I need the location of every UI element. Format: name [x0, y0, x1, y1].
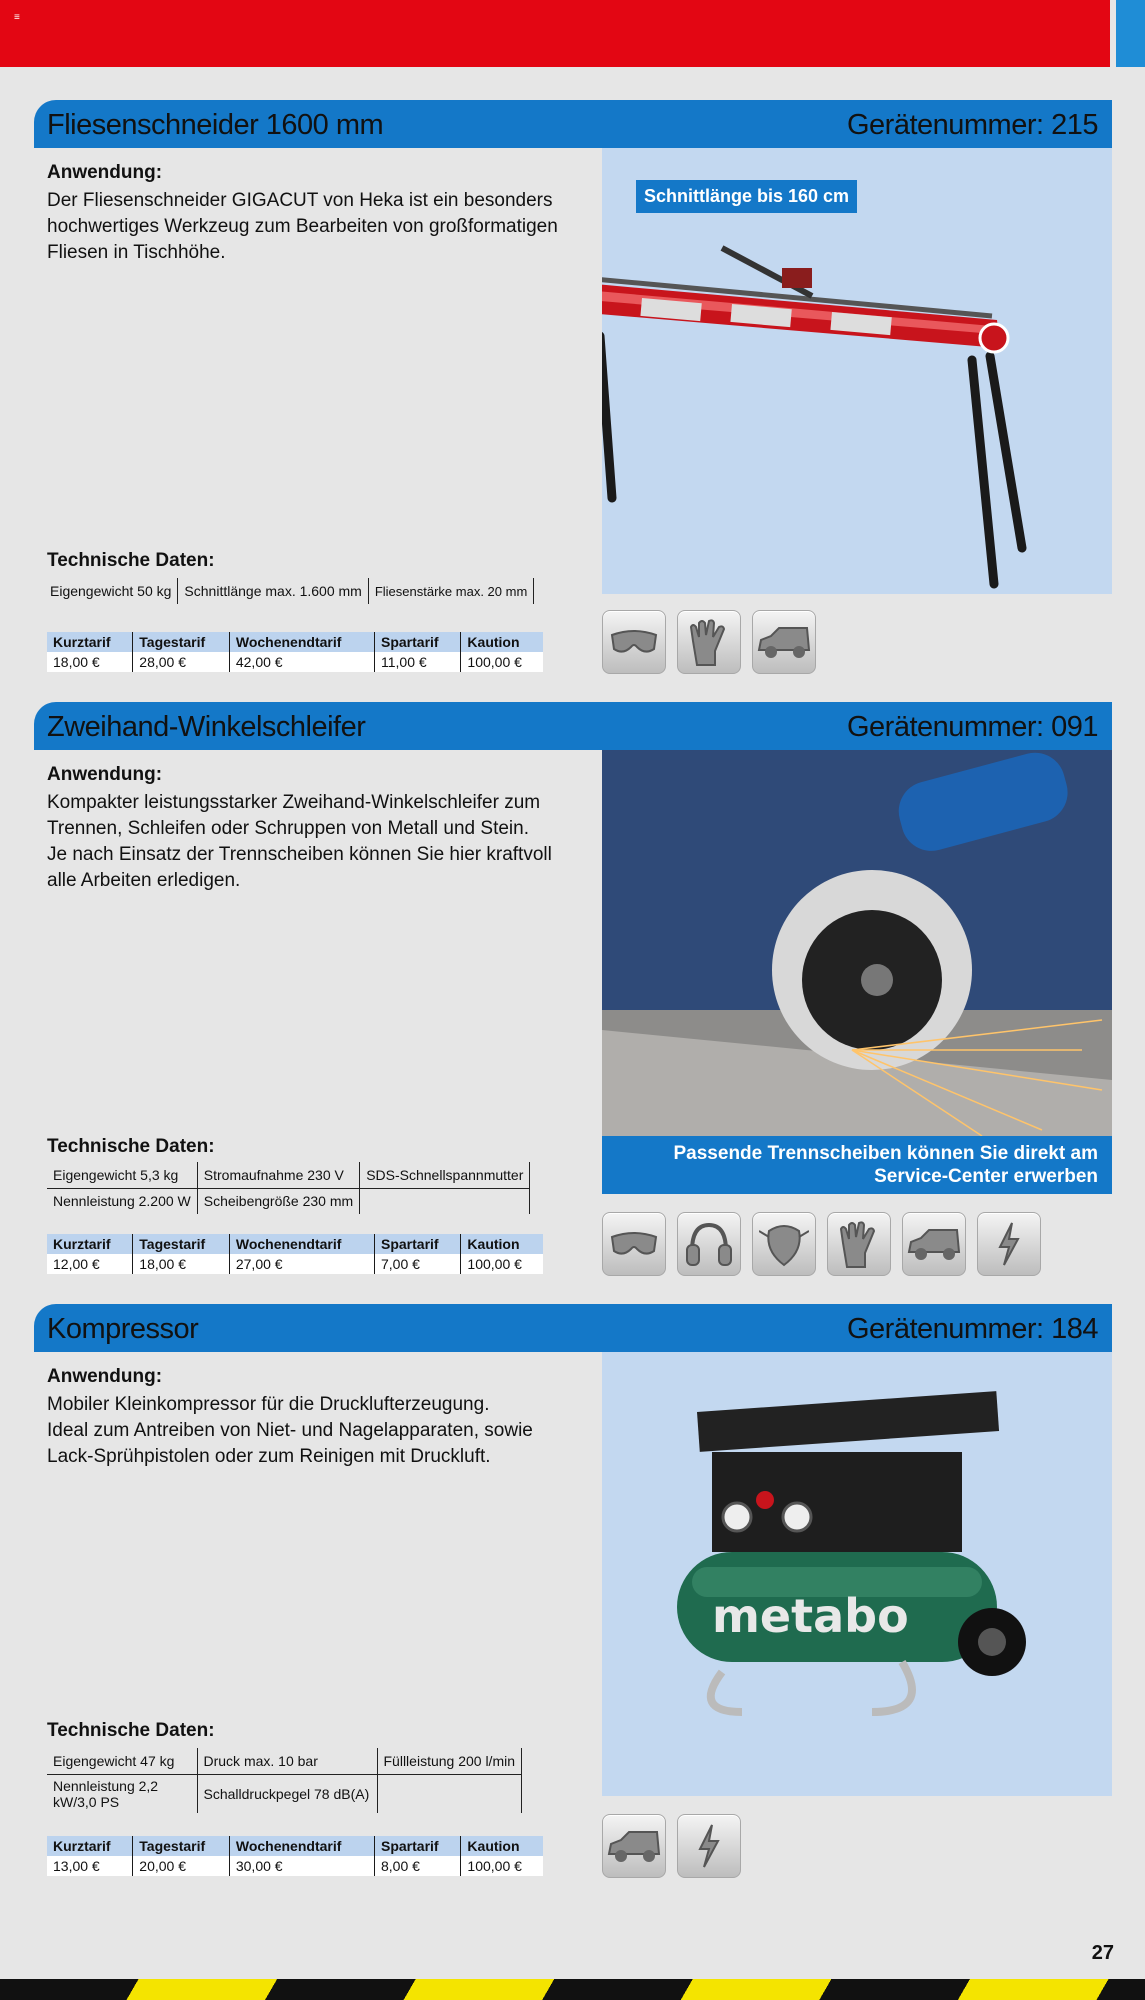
tariff-header: Spartarif — [375, 632, 461, 652]
hazard-stripe-footer — [0, 1979, 1145, 2000]
spec-cell: Schnittlänge max. 1.600 mm — [178, 578, 368, 604]
spec-cell: Eigengewicht 5,3 kg — [47, 1162, 197, 1188]
product-title: Zweihand-Winkelschleifer — [47, 711, 366, 743]
section-header — [34, 100, 1112, 148]
spec-cell: Fliesenstärke max. 20 mm — [368, 578, 533, 604]
product-image-tile-cutter — [602, 148, 1112, 594]
caption-line: Passende Trennscheiben können Sie direkt am — [673, 1143, 1098, 1164]
caption-line: Service-Center erwerben — [874, 1166, 1098, 1187]
spec-cell: Nennleistung 2,2 kW/3,0 PS — [47, 1774, 197, 1813]
tariff-value: 7,00 € — [375, 1254, 461, 1274]
tariff-value-row — [47, 1856, 543, 1876]
top-blue-tab — [1116, 0, 1145, 67]
tariff-header-row — [47, 1234, 543, 1254]
anwendung-line: Je nach Einsatz der Trennscheiben können Sie hier kraftvoll — [47, 844, 552, 865]
tariff-header: Tagestarif — [133, 1234, 230, 1254]
safety-goggles-icon — [602, 610, 666, 674]
anwendung-line: Trennen, Schleifen oder Schruppen von Metall und Stein. — [47, 818, 529, 839]
top-red-bar — [0, 0, 1110, 67]
tariff-table — [47, 632, 543, 672]
anwendung-line: alle Arbeiten erledigen. — [47, 870, 241, 891]
dust-mask-icon — [752, 1212, 816, 1276]
anwendung-line: Fliesen in Tischhöhe. — [47, 242, 226, 263]
tariff-value: 18,00 € — [47, 652, 133, 672]
anwendung-line: Mobiler Kleinkompressor für die Drucklufterzeugung. — [47, 1394, 490, 1415]
tariff-table — [47, 1234, 543, 1274]
technische-daten-label: Technische Daten: — [47, 550, 215, 571]
tariff-value: 42,00 € — [229, 652, 374, 672]
tariff-header: Wochenendtarif — [229, 632, 374, 652]
anwendung-line: Kompakter leistungsstarker Zweihand-Winkelschleifer zum — [47, 792, 541, 813]
tariff-value: 18,00 € — [133, 1254, 230, 1274]
product-image-angle-grinder — [602, 750, 1112, 1136]
anwendung-line: Der Fliesenschneider GIGACUT von Heka ist ein besonders — [47, 190, 553, 211]
spec-table — [44, 578, 534, 604]
spec-cell: Füllleistung 200 l/min — [377, 1748, 522, 1774]
car-transport-icon — [902, 1212, 966, 1276]
spec-row — [47, 1188, 530, 1214]
tariff-header: Kaution — [461, 632, 543, 652]
spec-row — [47, 1748, 522, 1774]
tariff-value-row — [47, 652, 543, 672]
car-transport-icon — [752, 610, 816, 674]
work-glove-icon — [827, 1212, 891, 1276]
tariff-header: Kaution — [461, 1234, 543, 1254]
tariff-header: Spartarif — [375, 1234, 461, 1254]
anwendung-label: Anwendung: — [47, 162, 163, 183]
tariff-table — [47, 1836, 543, 1876]
tariff-value: 20,00 € — [133, 1856, 230, 1876]
spec-cell — [377, 1774, 522, 1813]
anwendung-line: Lack-Sprühpistolen oder zum Reinigen mit Druckluft. — [47, 1446, 491, 1467]
section-header — [34, 1304, 1112, 1352]
ear-protection-icon — [677, 1212, 741, 1276]
spec-cell — [360, 1188, 530, 1214]
compressor-illustration — [602, 1352, 1112, 1796]
tariff-value: 27,00 € — [229, 1254, 374, 1274]
device-number: Gerätenummer: 215 — [846, 109, 1098, 141]
equipment-icons — [602, 1212, 1041, 1276]
tariff-value: 28,00 € — [133, 652, 230, 672]
spec-cell: Eigengewicht 47 kg — [47, 1748, 197, 1774]
electric-power-icon — [677, 1814, 741, 1878]
product-section-kompressor — [34, 1304, 1112, 1884]
section-header — [34, 702, 1112, 750]
work-glove-icon — [677, 610, 741, 674]
compressor-brand-logo: metabo — [712, 1589, 909, 1643]
equipment-icons — [602, 610, 816, 674]
tariff-header: Wochenendtarif — [229, 1836, 374, 1856]
technische-daten-label: Technische Daten: — [47, 1136, 215, 1157]
spec-cell: Schalldruckpegel 78 dB(A) — [197, 1774, 377, 1813]
spec-cell: Eigengewicht 50 kg — [44, 578, 178, 604]
spec-table — [47, 1162, 530, 1214]
tariff-header: Kaution — [461, 1836, 543, 1856]
anwendung-line: hochwertiges Werkzeug zum Bearbeiten von großformatigen — [47, 216, 558, 237]
tariff-header-row — [47, 1836, 543, 1856]
tariff-header: Tagestarif — [133, 1836, 230, 1856]
tariff-value: 13,00 € — [47, 1856, 133, 1876]
tariff-header: Tagestarif — [133, 632, 230, 652]
spec-table — [47, 1748, 522, 1813]
tariff-value: 12,00 € — [47, 1254, 133, 1274]
image-tag-cut-length: Schnittlänge bis 160 cm — [636, 180, 857, 213]
device-number: Gerätenummer: 091 — [846, 711, 1098, 743]
anwendung-text — [47, 1392, 567, 1470]
spec-row — [47, 1774, 522, 1813]
device-number: Gerätenummer: 184 — [846, 1313, 1098, 1345]
tariff-header: Kurztarif — [47, 1234, 133, 1254]
spec-cell: Stromaufnahme 230 V — [197, 1162, 359, 1188]
tariff-value: 100,00 € — [461, 1856, 543, 1876]
electric-power-icon — [977, 1212, 1041, 1276]
product-title: Fliesenschneider 1600 mm — [47, 109, 384, 141]
anwendung-line: Ideal zum Antreiben von Niet- und Nagelapparaten, sowie — [47, 1420, 533, 1441]
tariff-value: 100,00 € — [461, 652, 543, 672]
tariff-value: 30,00 € — [229, 1856, 374, 1876]
anwendung-label: Anwendung: — [47, 1366, 163, 1387]
tile-cutter-illustration — [602, 148, 1112, 594]
product-section-winkelschleifer — [34, 702, 1112, 1282]
technische-daten-label: Technische Daten: — [47, 1720, 215, 1741]
product-title: Kompressor — [47, 1313, 199, 1345]
tariff-value: 11,00 € — [375, 652, 461, 672]
tariff-header: Kurztarif — [47, 1836, 133, 1856]
spec-cell: Druck max. 10 bar — [197, 1748, 377, 1774]
spec-cell: SDS-Schnellspannmutter — [360, 1162, 530, 1188]
spec-cell: Scheibengröße 230 mm — [197, 1188, 359, 1214]
tariff-header: Wochenendtarif — [229, 1234, 374, 1254]
anwendung-text — [47, 188, 567, 266]
anwendung-text — [47, 790, 567, 894]
tariff-header: Spartarif — [375, 1836, 461, 1856]
tariff-header: Kurztarif — [47, 632, 133, 652]
page-number: 27 — [1091, 1942, 1114, 1964]
angle-grinder-illustration — [602, 750, 1112, 1136]
product-image-compressor — [602, 1352, 1112, 1796]
car-transport-icon — [602, 1814, 666, 1878]
tariff-value: 100,00 € — [461, 1254, 543, 1274]
tariff-header-row — [47, 632, 543, 652]
equipment-icons — [602, 1814, 741, 1878]
tariff-value: 8,00 € — [375, 1856, 461, 1876]
safety-goggles-icon — [602, 1212, 666, 1276]
spec-row — [44, 578, 534, 604]
spec-cell: Nennleistung 2.200 W — [47, 1188, 197, 1214]
spec-row — [47, 1162, 530, 1188]
menu-icon[interactable]: ≡ — [14, 12, 20, 23]
tariff-value-row — [47, 1254, 543, 1274]
anwendung-label: Anwendung: — [47, 764, 163, 785]
product-section-fliesenschneider — [34, 100, 1112, 680]
image-caption-bar — [602, 1136, 1112, 1194]
